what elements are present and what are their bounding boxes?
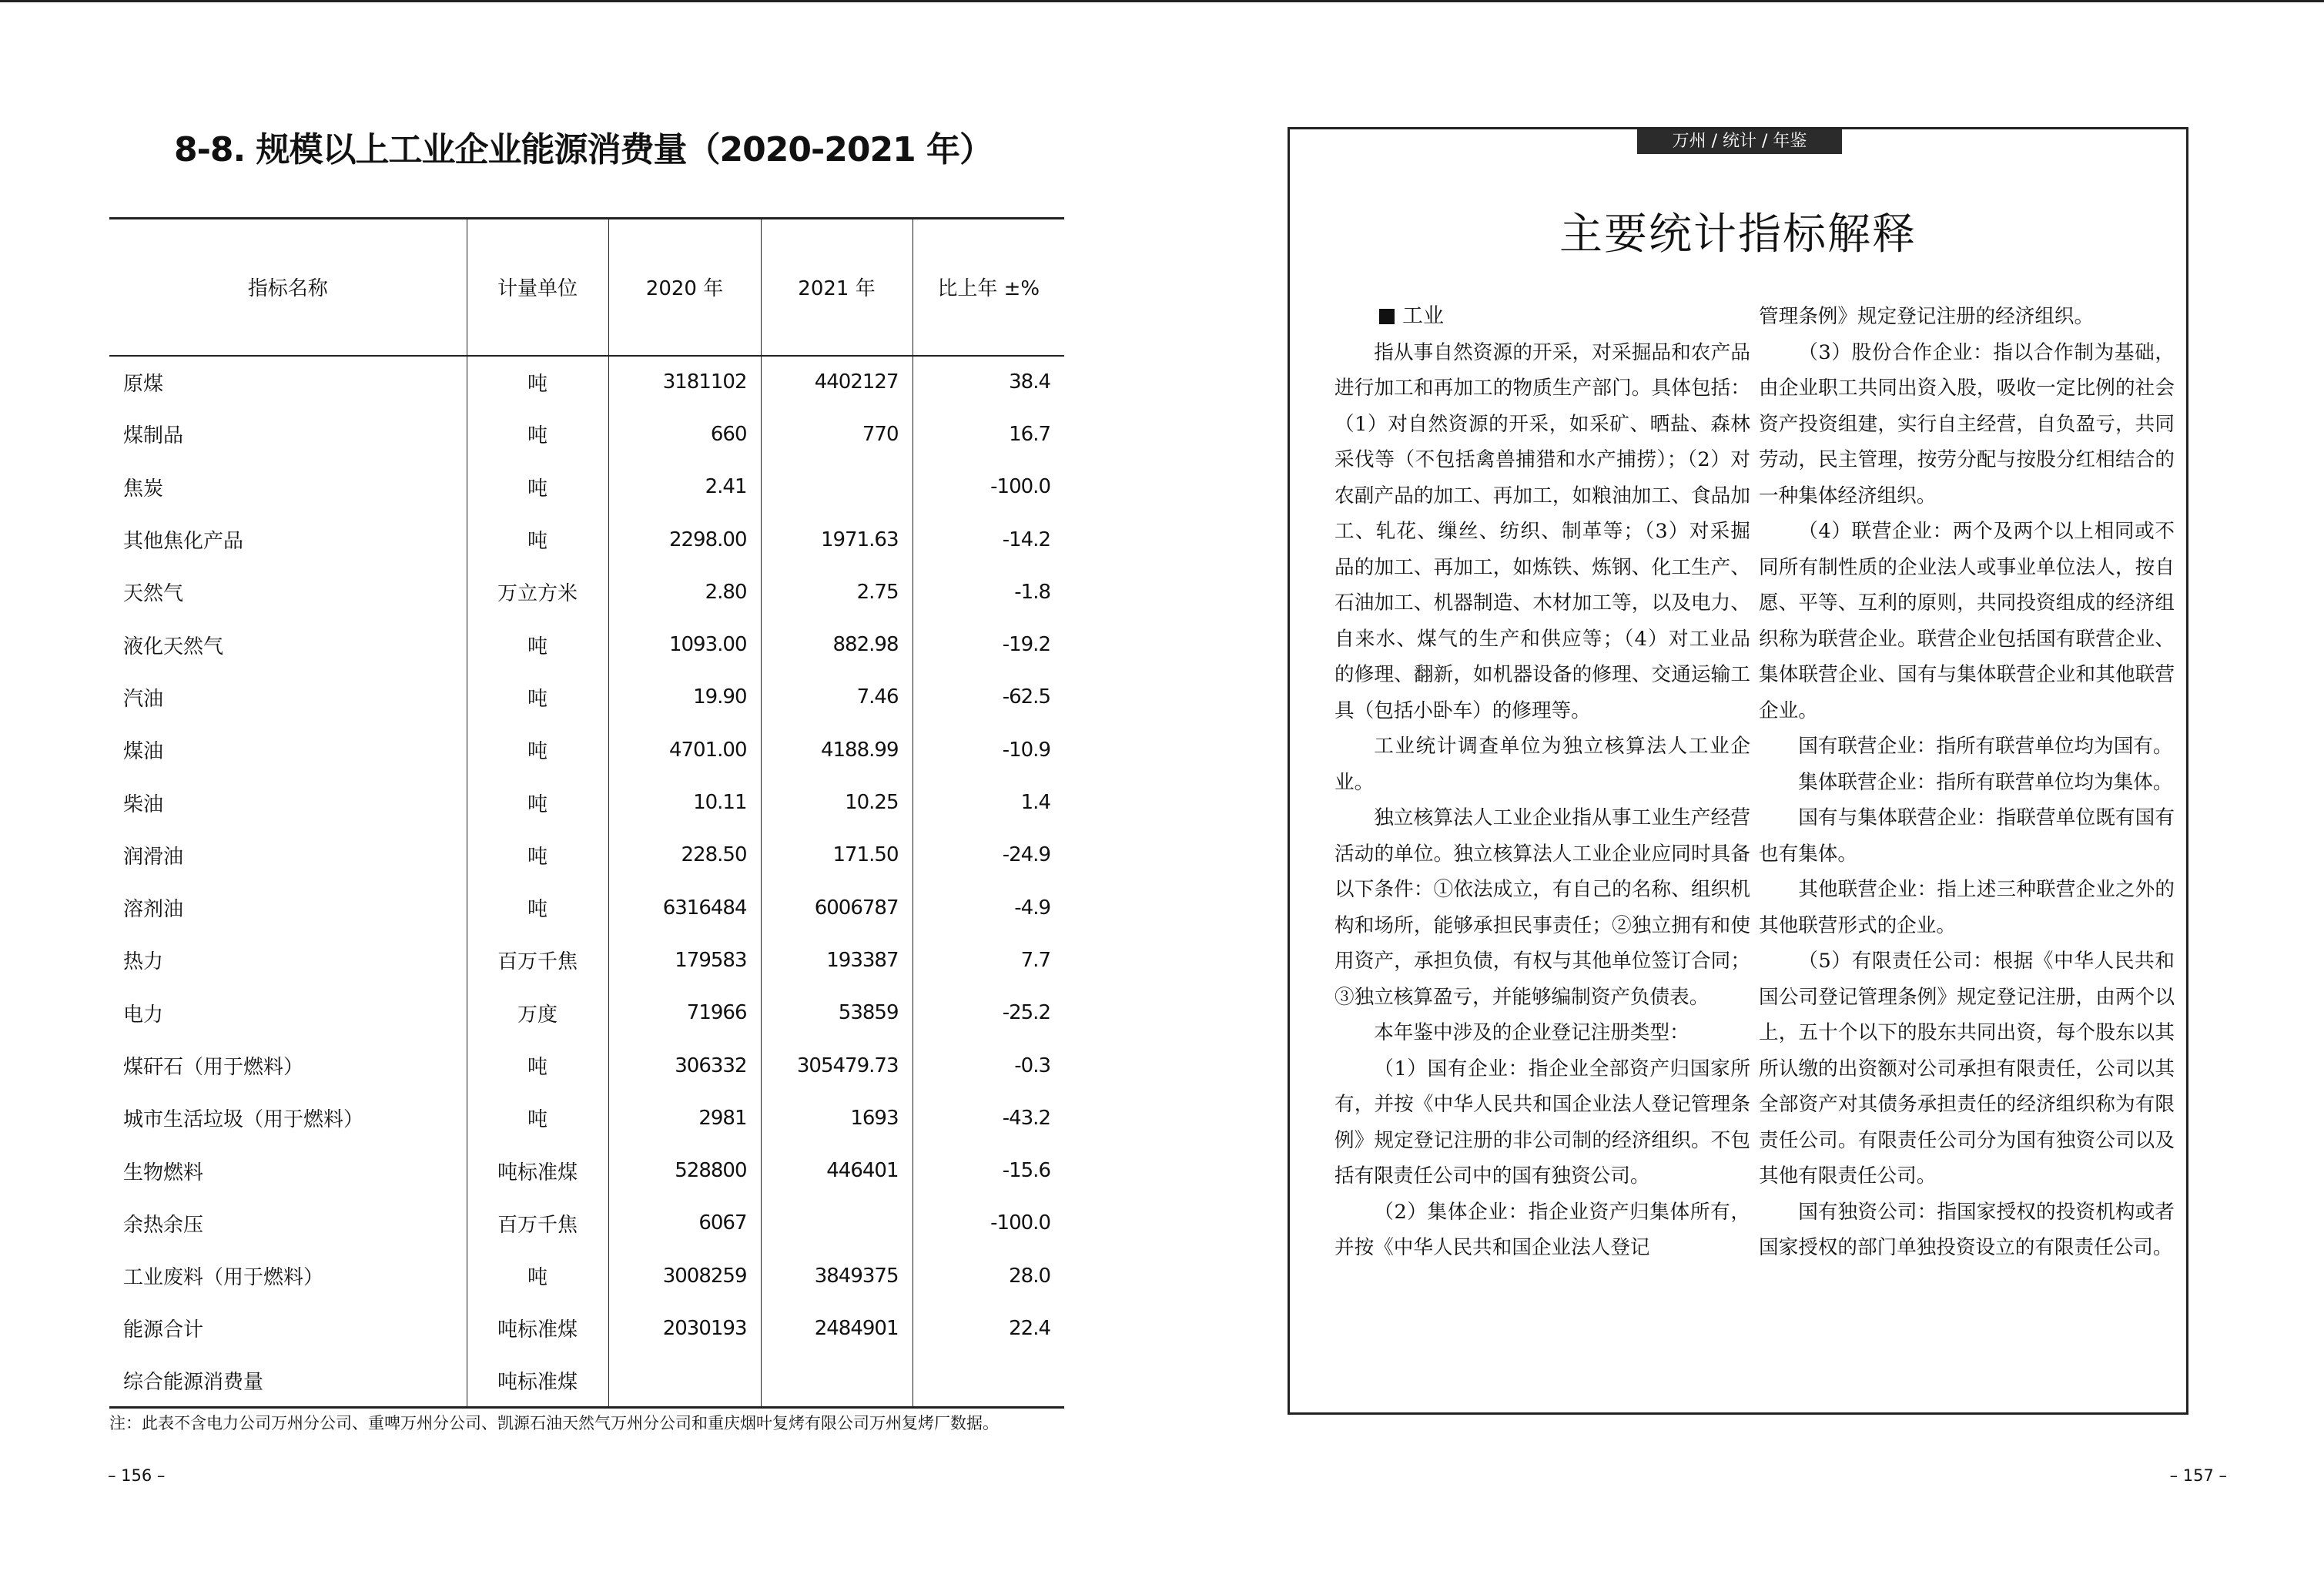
unit-cell: 百万千焦: [467, 934, 608, 987]
change-cell: 38.4: [913, 356, 1064, 408]
unit-cell: 吨: [467, 408, 608, 461]
square-bullet-icon: [1379, 309, 1395, 324]
value-2021-cell: 3849375: [761, 1250, 913, 1302]
table-row: [109, 513, 1064, 565]
value-2020-cell: 228.50: [608, 829, 761, 881]
indicator-name-cell: 煤制品: [123, 424, 184, 448]
indicator-name-cell: 其他焦化产品: [123, 530, 244, 554]
change-cell: -100.0: [913, 461, 1064, 513]
left-column-paragraphs: [1334, 335, 1750, 1266]
indicator-name-cell: 润滑油: [123, 845, 184, 869]
indicator-name-cell: 原煤: [123, 372, 164, 396]
value-2020-cell: 71966: [608, 987, 761, 1039]
value-2020-cell: 2981: [608, 1092, 761, 1144]
change-cell: 28.0: [913, 1250, 1064, 1302]
yearbook-header-bar: 万州 / 统计 / 年鉴: [1637, 129, 1842, 154]
table-header-row: [109, 219, 1064, 356]
change-cell: -43.2: [913, 1092, 1064, 1144]
subsection-heading: [1334, 299, 1750, 335]
paragraph: （4）联营企业：两个及两个以上相同或不同所有制性质的企业法人或事业单位法人，按自愿、平等、互利的原则，共同投资组成的经济组织称为联营企业。联营企业包括国有联营企业、集体联营企业、国有与集体联营企业和其他联营企业。: [1759, 520, 2175, 722]
value-2020-cell: 660: [608, 408, 761, 461]
value-2020-cell: 2030193: [608, 1302, 761, 1355]
subsection-heading-text: 工业: [1402, 304, 1444, 328]
indicator-name-cell: 城市生活垃圾（用于燃料）: [123, 1108, 364, 1132]
paragraph: 其他联营企业：指上述三种联营企业之外的其他联营形式的企业。: [1759, 878, 2175, 937]
value-2020-cell: 306332: [608, 1039, 761, 1091]
indicator-name-cell: 综合能源消费量: [109, 1355, 467, 1407]
table-note: 注：此表不含电力公司万州分公司、重啤万州分公司、凯源石油天然气万州分公司和重庆烟叶复烤有限公司万州复烤厂数据。: [109, 1414, 999, 1432]
indicator-name-cell: 工业废料（用于燃料）: [123, 1266, 324, 1290]
page-number-left: – 156 –: [108, 1466, 166, 1485]
value-2020-cell: 2.41: [608, 461, 761, 513]
value-2020-cell: 528800: [608, 1144, 761, 1197]
change-cell: [913, 1355, 1064, 1407]
unit-cell: 吨: [467, 356, 608, 408]
text-column-right: [1759, 299, 2175, 1266]
paragraph: （2）集体企业：指企业资产归集体所有，并按《中华人民共和国企业法人登记: [1334, 1200, 1750, 1259]
value-2021-cell: 2484901: [761, 1302, 913, 1355]
table-body: [109, 356, 1064, 1408]
header-2020: 2020 年: [608, 219, 761, 356]
indicator-name-cell: 能源合计: [123, 1318, 204, 1342]
value-2021-cell: 193387: [761, 934, 913, 987]
value-2021-cell: 770: [761, 408, 913, 461]
header-indicator-name: 指标名称: [109, 219, 467, 356]
table-row: [109, 566, 1064, 618]
value-2021-cell: 446401: [761, 1144, 913, 1197]
indicator-name-cell: 生物燃料: [123, 1161, 204, 1184]
table-row: [109, 618, 1064, 671]
table-row: [109, 1250, 1064, 1302]
header-unit: 计量单位: [467, 219, 608, 356]
change-cell: -25.2: [913, 987, 1064, 1039]
value-2020-cell: [608, 1355, 761, 1407]
value-2021-cell: 305479.73: [761, 1039, 913, 1091]
paragraph: 国有与集体联营企业：指联营单位既有国有也有集体。: [1759, 806, 2175, 866]
content-frame: [1288, 127, 2188, 1415]
change-cell: -0.3: [913, 1039, 1064, 1091]
table-title: 8-8. 规模以上工业企业能源消费量（2020-2021 年）: [174, 130, 993, 169]
value-2021-cell: 53859: [761, 987, 913, 1039]
value-2020-cell: 10.11: [608, 776, 761, 829]
unit-cell: 吨: [467, 513, 608, 565]
paragraph: （1）国有企业：指企业全部资产归国家所有，并按《中华人民共和国企业法人登记管理条例》规定登记注册的非公司制的经济组织。不包括有限责任公司中的国有独资公司。: [1334, 1057, 1750, 1188]
change-cell: 1.4: [913, 776, 1064, 829]
paragraph: 国有联营企业：指所有联营单位均为国有。: [1798, 735, 2173, 758]
unit-cell: 万度: [467, 987, 608, 1039]
value-2020-cell: 2.80: [608, 566, 761, 618]
header-2021: 2021 年: [761, 219, 913, 356]
indicator-name-cell: 柴油: [123, 792, 164, 816]
indicator-name-cell: 汽油: [123, 687, 164, 711]
change-cell: 16.7: [913, 408, 1064, 461]
table-row: [109, 1039, 1064, 1091]
indicator-name-cell: 煤矸石（用于燃料）: [123, 1056, 304, 1079]
table-row: [109, 461, 1064, 513]
table-row: [109, 671, 1064, 723]
value-2021-cell: 4188.99: [761, 724, 913, 776]
change-cell: -4.9: [913, 881, 1064, 933]
table-row: [109, 776, 1064, 829]
unit-cell: 吨标准煤: [467, 1144, 608, 1197]
change-cell: -19.2: [913, 618, 1064, 671]
value-2020-cell: 6067: [608, 1197, 761, 1249]
indicator-name-cell: 煤油: [123, 740, 164, 764]
table-row: [109, 934, 1064, 987]
paragraph: 本年鉴中涉及的企业登记注册类型：: [1374, 1021, 1689, 1044]
paragraph: （5）有限责任公司：根据《中华人民共和国公司登记管理条例》规定登记注册，由两个以上，五十个以下的股东共同出资，每个股东以其所认缴的出资额对公司承担有限责任，公司以其全部资产对其债务承担责任的经济组织称为有限责任公司。有限责任公司分为国有独资公司以及其他有限责任公司。: [1759, 950, 2175, 1188]
change-cell: -62.5: [913, 671, 1064, 723]
value-2020-cell: 3008259: [608, 1250, 761, 1302]
unit-cell: 吨: [467, 724, 608, 776]
indicator-name-cell: 热力: [123, 950, 164, 974]
change-cell: -15.6: [913, 1144, 1064, 1197]
paragraph-continued: 管理条例》规定登记注册的经济组织。: [1759, 305, 2095, 328]
indicator-name-cell: 天然气: [123, 582, 184, 606]
change-cell: 7.7: [913, 934, 1064, 987]
value-2021-cell: 4402127: [761, 356, 913, 408]
unit-cell: 吨: [467, 461, 608, 513]
unit-cell: 吨标准煤: [467, 1302, 608, 1355]
header-change: 比上年 ±%: [913, 219, 1064, 356]
value-2021-cell: [761, 1355, 913, 1407]
change-cell: -100.0: [913, 1197, 1064, 1249]
value-2020-cell: 19.90: [608, 671, 761, 723]
change-cell: -24.9: [913, 829, 1064, 881]
unit-cell: 吨: [467, 829, 608, 881]
right-page: [1162, 0, 2324, 1588]
paragraph: （3）股份合作企业：指以合作制为基础，由企业职工共同出资入股，吸收一定比例的社会资产投资组建，实行自主经营，自负盈亏，共同劳动，民主管理，按劳分配与按股分红相结合的一种集体经济组织。: [1759, 340, 2175, 508]
value-2021-cell: 171.50: [761, 829, 913, 881]
table-row: [109, 356, 1064, 408]
table-row: [109, 1144, 1064, 1197]
text-column-left: [1334, 299, 1750, 1266]
table-row: [109, 1355, 1064, 1407]
table-row: [109, 881, 1064, 933]
table-row: [109, 1197, 1064, 1249]
value-2020-cell: 4701.00: [608, 724, 761, 776]
right-column-paragraphs: [1759, 335, 2175, 1266]
unit-cell: 吨: [467, 1250, 608, 1302]
value-2020-cell: 2298.00: [608, 513, 761, 565]
value-2021-cell: 10.25: [761, 776, 913, 829]
change-cell: -14.2: [913, 513, 1064, 565]
table-row: [109, 724, 1064, 776]
unit-cell: 吨: [467, 1092, 608, 1144]
value-2021-cell: 1971.63: [761, 513, 913, 565]
paragraph: 国有独资公司：指国家授权的投资机构或者国家授权的部门单独投资设立的有限责任公司。: [1759, 1200, 2175, 1259]
table-row: [109, 408, 1064, 461]
table-row: [109, 1092, 1064, 1144]
indicator-name-cell: 焦炭: [123, 477, 164, 501]
paragraph: 工业统计调查单位为独立核算法人工业企业。: [1334, 735, 1750, 794]
unit-cell: 吨: [467, 881, 608, 933]
value-2020-cell: 1093.00: [608, 618, 761, 671]
page-number-right: – 157 –: [2169, 1466, 2227, 1485]
unit-cell: 万立方米: [467, 566, 608, 618]
value-2021-cell: [761, 461, 913, 513]
section-title: 主要统计指标解释: [1559, 209, 1917, 260]
unit-cell: 吨: [467, 671, 608, 723]
unit-cell: 吨: [467, 776, 608, 829]
unit-cell: 吨: [467, 1039, 608, 1091]
table-row: [109, 987, 1064, 1039]
table-row: [109, 1302, 1064, 1355]
indicator-name-cell: 液化天然气: [123, 635, 224, 658]
unit-cell: 吨: [467, 618, 608, 671]
table-row: [109, 829, 1064, 881]
value-2021-cell: 6006787: [761, 881, 913, 933]
energy-consumption-table: [109, 217, 1064, 1409]
unit-cell: 吨标准煤: [467, 1355, 608, 1407]
value-2021-cell: 7.46: [761, 671, 913, 723]
change-cell: -10.9: [913, 724, 1064, 776]
paragraph: 集体联营企业：指所有联营单位均为集体。: [1798, 770, 2173, 794]
indicator-name-cell: 溶剂油: [123, 898, 184, 922]
value-2021-cell: 882.98: [761, 618, 913, 671]
value-2021-cell: 1693: [761, 1092, 913, 1144]
change-cell: -1.8: [913, 566, 1064, 618]
paragraph: 独立核算法人工业企业指从事工业生产经营活动的单位。独立核算法人工业企业应同时具备以下条件：①依法成立，有自己的名称、组织机构和场所，能够承担民事责任；②独立拥有和使用资产，承担负债，有权与其他单位签订合同；③独立核算盈亏，并能够编制资产负债表。: [1334, 806, 1750, 1009]
paragraph: 指从事自然资源的开采，对采掘品和农产品进行加工和再加工的物质生产部门。具体包括：（1）对自然资源的开采，如采矿、晒盐、森林采伐等（不包括禽兽捕猎和水产捕捞）；（2）对农副产品的加工、再加工，如粮油加工、食品加工、轧花、缫丝、纺织、制革等；（3）对采掘品的加工、再加工，如炼铁、炼钢、化工生产、石油加工、机器制造、木材加工等，以及电力、自来水、煤气的生产和供应等；（4）对工业品的修理、翻新，如机器设备的修理、交通运输工具（包括小卧车）的修理等。: [1334, 340, 1750, 722]
unit-cell: 百万千焦: [467, 1197, 608, 1249]
indicator-name-cell: 电力: [123, 1003, 164, 1027]
value-2020-cell: 3181102: [608, 356, 761, 408]
value-2021-cell: [761, 1197, 913, 1249]
value-2020-cell: 179583: [608, 934, 761, 987]
indicator-name-cell: 余热余压: [123, 1213, 204, 1237]
value-2021-cell: 2.75: [761, 566, 913, 618]
change-cell: 22.4: [913, 1302, 1064, 1355]
value-2020-cell: 6316484: [608, 881, 761, 933]
